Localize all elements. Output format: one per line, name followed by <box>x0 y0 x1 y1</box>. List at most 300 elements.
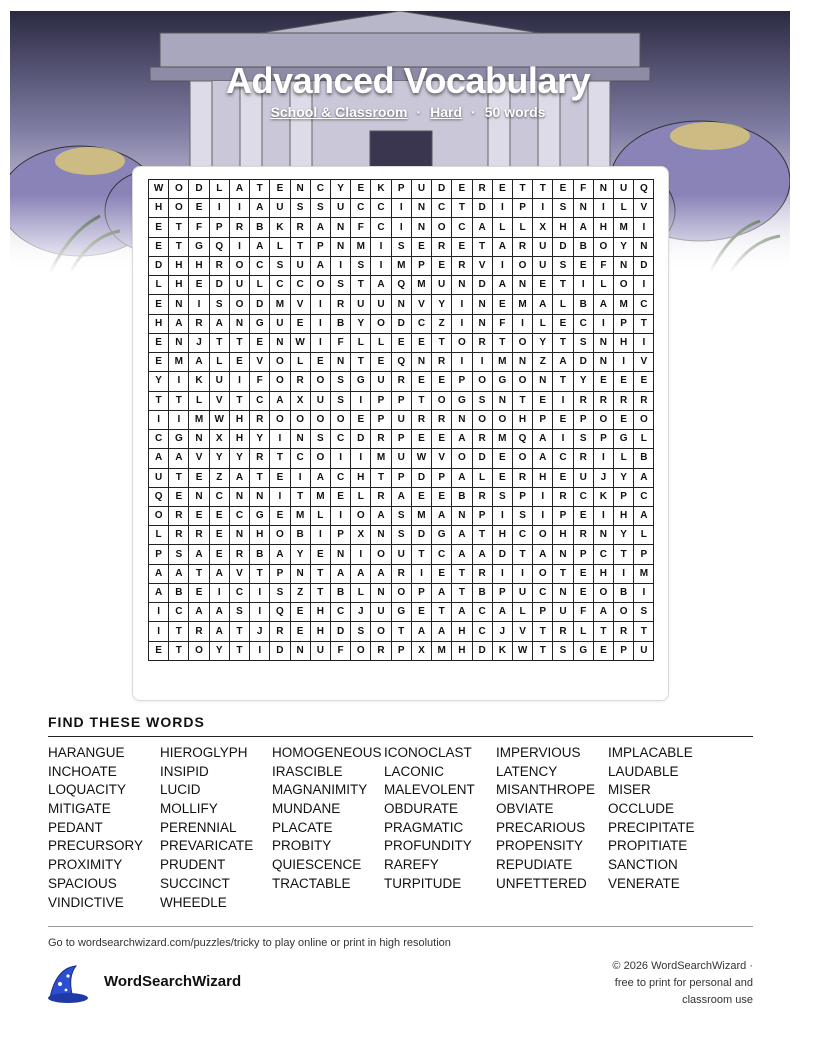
grid-cell[interactable]: D <box>351 430 371 449</box>
grid-cell[interactable]: B <box>472 583 492 602</box>
grid-cell[interactable]: E <box>290 603 310 622</box>
grid-cell[interactable]: I <box>492 256 512 275</box>
grid-cell[interactable]: G <box>614 430 634 449</box>
grid-cell[interactable]: Z <box>209 468 229 487</box>
grid-cell[interactable]: S <box>270 256 290 275</box>
grid-cell[interactable]: C <box>371 199 391 218</box>
grid-cell[interactable]: S <box>290 199 310 218</box>
grid-cell[interactable]: O <box>169 199 189 218</box>
grid-cell[interactable]: M <box>512 295 532 314</box>
grid-cell[interactable]: A <box>270 391 290 410</box>
grid-cell[interactable]: O <box>533 564 553 583</box>
grid-cell[interactable]: R <box>169 526 189 545</box>
grid-cell[interactable]: G <box>452 391 472 410</box>
grid-cell[interactable]: T <box>593 622 613 641</box>
grid-cell[interactable]: H <box>492 526 512 545</box>
grid-cell[interactable]: I <box>553 391 573 410</box>
grid-cell[interactable]: O <box>593 583 613 602</box>
grid-cell[interactable]: F <box>573 180 593 199</box>
grid-cell[interactable]: I <box>250 603 270 622</box>
grid-cell[interactable]: L <box>634 430 654 449</box>
grid-cell[interactable]: E <box>189 506 209 525</box>
grid-cell[interactable]: H <box>452 622 472 641</box>
grid-cell[interactable]: T <box>553 333 573 352</box>
grid-cell[interactable]: A <box>209 314 229 333</box>
grid-cell[interactable]: R <box>472 430 492 449</box>
grid-cell[interactable]: C <box>371 218 391 237</box>
grid-cell[interactable]: F <box>492 314 512 333</box>
grid-cell[interactable]: A <box>250 237 270 256</box>
grid-cell[interactable]: C <box>250 256 270 275</box>
grid-cell[interactable]: O <box>432 391 452 410</box>
grid-cell[interactable]: Y <box>330 180 350 199</box>
grid-cell[interactable]: N <box>411 199 431 218</box>
grid-cell[interactable]: M <box>432 641 452 660</box>
grid-cell[interactable]: R <box>189 526 209 545</box>
grid-cell[interactable]: T <box>209 333 229 352</box>
grid-cell[interactable]: B <box>330 583 350 602</box>
grid-cell[interactable]: S <box>553 199 573 218</box>
grid-cell[interactable]: I <box>209 583 229 602</box>
grid-cell[interactable]: H <box>614 333 634 352</box>
puzzle-grid[interactable] <box>148 179 654 661</box>
grid-cell[interactable]: U <box>310 391 330 410</box>
grid-cell[interactable]: E <box>189 468 209 487</box>
grid-cell[interactable]: E <box>250 333 270 352</box>
grid-cell[interactable]: E <box>432 564 452 583</box>
grid-cell[interactable]: V <box>512 622 532 641</box>
grid-cell[interactable]: I <box>290 468 310 487</box>
grid-cell[interactable]: O <box>371 622 391 641</box>
grid-cell[interactable]: L <box>371 333 391 352</box>
grid-cell[interactable]: R <box>290 218 310 237</box>
grid-cell[interactable]: R <box>472 487 492 506</box>
grid-cell[interactable]: Q <box>149 487 169 506</box>
grid-cell[interactable]: T <box>533 180 553 199</box>
grid-cell[interactable]: T <box>553 564 573 583</box>
grid-cell[interactable]: K <box>593 487 613 506</box>
grid-cell[interactable]: H <box>553 218 573 237</box>
grid-cell[interactable]: E <box>553 180 573 199</box>
grid-cell[interactable]: V <box>250 353 270 372</box>
grid-cell[interactable]: U <box>351 295 371 314</box>
grid-cell[interactable]: E <box>149 353 169 372</box>
grid-cell[interactable]: E <box>310 545 330 564</box>
grid-cell[interactable]: I <box>149 410 169 429</box>
grid-cell[interactable]: S <box>573 333 593 352</box>
play-online-note[interactable]: Go to wordsearchwizard.com/puzzles/tricky to play online or print in high resolution <box>48 937 451 949</box>
grid-cell[interactable]: O <box>169 180 189 199</box>
grid-cell[interactable]: I <box>169 372 189 391</box>
grid-cell[interactable]: J <box>189 333 209 352</box>
grid-cell[interactable]: A <box>310 468 330 487</box>
grid-cell[interactable]: P <box>209 218 229 237</box>
grid-cell[interactable]: I <box>351 545 371 564</box>
grid-cell[interactable]: R <box>472 564 492 583</box>
grid-cell[interactable]: B <box>169 583 189 602</box>
grid-cell[interactable]: R <box>391 564 411 583</box>
grid-cell[interactable]: L <box>472 468 492 487</box>
grid-cell[interactable]: P <box>391 430 411 449</box>
grid-cell[interactable]: H <box>614 506 634 525</box>
grid-cell[interactable]: I <box>351 391 371 410</box>
grid-cell[interactable]: Y <box>432 295 452 314</box>
grid-cell[interactable]: G <box>432 526 452 545</box>
grid-cell[interactable]: R <box>512 237 532 256</box>
grid-cell[interactable]: L <box>149 276 169 295</box>
grid-cell[interactable]: V <box>411 295 431 314</box>
grid-cell[interactable]: H <box>593 218 613 237</box>
grid-cell[interactable]: I <box>391 199 411 218</box>
grid-cell[interactable]: P <box>512 199 532 218</box>
grid-cell[interactable]: V <box>634 199 654 218</box>
grid-cell[interactable]: P <box>330 526 350 545</box>
grid-cell[interactable]: E <box>189 276 209 295</box>
grid-cell[interactable]: R <box>614 622 634 641</box>
grid-cell[interactable]: O <box>351 641 371 660</box>
grid-cell[interactable]: D <box>411 526 431 545</box>
grid-cell[interactable]: O <box>371 545 391 564</box>
grid-cell[interactable]: E <box>573 583 593 602</box>
grid-cell[interactable]: G <box>391 603 411 622</box>
grid-cell[interactable]: T <box>169 237 189 256</box>
grid-cell[interactable]: M <box>310 487 330 506</box>
grid-cell[interactable]: L <box>614 199 634 218</box>
grid-cell[interactable]: A <box>452 545 472 564</box>
grid-cell[interactable]: T <box>149 391 169 410</box>
grid-cell[interactable]: P <box>512 487 532 506</box>
grid-cell[interactable]: N <box>452 410 472 429</box>
grid-cell[interactable]: I <box>330 506 350 525</box>
grid-cell[interactable]: A <box>250 199 270 218</box>
grid-cell[interactable]: T <box>411 391 431 410</box>
grid-cell[interactable]: W <box>209 410 229 429</box>
grid-cell[interactable]: E <box>149 237 169 256</box>
grid-cell[interactable]: R <box>189 314 209 333</box>
grid-cell[interactable]: I <box>634 583 654 602</box>
grid-cell[interactable]: T <box>452 583 472 602</box>
grid-cell[interactable]: O <box>512 372 532 391</box>
grid-cell[interactable]: P <box>371 410 391 429</box>
grid-cell[interactable]: U <box>371 603 391 622</box>
grid-cell[interactable]: H <box>533 468 553 487</box>
grid-cell[interactable]: E <box>492 295 512 314</box>
grid-cell[interactable]: E <box>533 276 553 295</box>
grid-cell[interactable]: H <box>553 526 573 545</box>
grid-cell[interactable]: E <box>432 430 452 449</box>
grid-cell[interactable]: M <box>411 276 431 295</box>
grid-cell[interactable]: P <box>411 583 431 602</box>
grid-cell[interactable]: R <box>250 449 270 468</box>
grid-cell[interactable]: H <box>169 256 189 275</box>
grid-cell[interactable]: A <box>492 276 512 295</box>
grid-cell[interactable]: R <box>573 449 593 468</box>
grid-cell[interactable]: L <box>351 333 371 352</box>
grid-cell[interactable]: B <box>614 583 634 602</box>
grid-cell[interactable]: T <box>229 641 249 660</box>
grid-cell[interactable]: I <box>634 218 654 237</box>
grid-cell[interactable]: U <box>634 641 654 660</box>
grid-cell[interactable]: H <box>169 276 189 295</box>
grid-cell[interactable]: D <box>472 199 492 218</box>
grid-cell[interactable]: A <box>371 276 391 295</box>
grid-cell[interactable]: L <box>351 583 371 602</box>
grid-cell[interactable]: V <box>432 449 452 468</box>
grid-cell[interactable]: N <box>330 545 350 564</box>
grid-cell[interactable]: C <box>634 487 654 506</box>
grid-cell[interactable]: I <box>614 353 634 372</box>
grid-cell[interactable]: E <box>189 199 209 218</box>
grid-cell[interactable]: N <box>270 333 290 352</box>
grid-cell[interactable]: W <box>512 641 532 660</box>
category-link[interactable]: School & Classroom <box>270 104 408 120</box>
grid-cell[interactable]: E <box>411 603 431 622</box>
grid-cell[interactable]: R <box>229 545 249 564</box>
grid-cell[interactable]: T <box>634 622 654 641</box>
grid-cell[interactable]: N <box>593 180 613 199</box>
grid-cell[interactable]: U <box>149 468 169 487</box>
grid-cell[interactable]: B <box>330 314 350 333</box>
grid-cell[interactable]: Z <box>290 583 310 602</box>
grid-cell[interactable]: R <box>472 333 492 352</box>
grid-cell[interactable]: L <box>290 353 310 372</box>
grid-cell[interactable]: P <box>573 545 593 564</box>
grid-cell[interactable]: G <box>492 372 512 391</box>
grid-cell[interactable]: N <box>614 256 634 275</box>
grid-cell[interactable]: H <box>452 641 472 660</box>
grid-cell[interactable]: E <box>330 487 350 506</box>
grid-cell[interactable]: O <box>310 372 330 391</box>
grid-cell[interactable]: T <box>411 545 431 564</box>
grid-cell[interactable]: I <box>310 526 330 545</box>
grid-cell[interactable]: T <box>189 564 209 583</box>
grid-cell[interactable]: Y <box>614 526 634 545</box>
grid-cell[interactable]: E <box>209 506 229 525</box>
grid-cell[interactable]: E <box>229 353 249 372</box>
grid-cell[interactable]: L <box>533 314 553 333</box>
grid-cell[interactable]: L <box>593 276 613 295</box>
grid-cell[interactable]: E <box>149 218 169 237</box>
grid-cell[interactable]: Z <box>432 314 452 333</box>
grid-cell[interactable]: Y <box>229 449 249 468</box>
grid-cell[interactable]: N <box>512 353 532 372</box>
grid-cell[interactable]: M <box>371 449 391 468</box>
grid-cell[interactable]: T <box>250 468 270 487</box>
grid-cell[interactable]: E <box>573 256 593 275</box>
grid-cell[interactable]: U <box>411 180 431 199</box>
grid-cell[interactable]: T <box>310 564 330 583</box>
grid-cell[interactable]: P <box>391 641 411 660</box>
grid-cell[interactable]: P <box>553 506 573 525</box>
grid-cell[interactable]: U <box>391 545 411 564</box>
grid-cell[interactable]: P <box>533 410 553 429</box>
grid-cell[interactable]: E <box>351 410 371 429</box>
grid-cell[interactable]: P <box>270 564 290 583</box>
grid-cell[interactable]: U <box>371 295 391 314</box>
grid-cell[interactable]: N <box>573 199 593 218</box>
grid-cell[interactable]: D <box>472 641 492 660</box>
grid-cell[interactable]: X <box>290 391 310 410</box>
grid-cell[interactable]: P <box>310 237 330 256</box>
grid-cell[interactable]: T <box>169 218 189 237</box>
grid-cell[interactable]: I <box>209 199 229 218</box>
grid-cell[interactable]: D <box>189 180 209 199</box>
grid-cell[interactable]: T <box>452 199 472 218</box>
grid-cell[interactable]: A <box>533 295 553 314</box>
grid-cell[interactable]: R <box>512 468 532 487</box>
grid-cell[interactable]: I <box>330 256 350 275</box>
grid-cell[interactable]: A <box>149 583 169 602</box>
grid-cell[interactable]: A <box>229 180 249 199</box>
grid-cell[interactable]: I <box>310 295 330 314</box>
grid-cell[interactable]: V <box>189 449 209 468</box>
grid-cell[interactable]: L <box>614 449 634 468</box>
grid-cell[interactable]: O <box>512 256 532 275</box>
grid-cell[interactable]: P <box>391 391 411 410</box>
grid-cell[interactable]: H <box>229 410 249 429</box>
grid-cell[interactable]: N <box>512 276 532 295</box>
grid-cell[interactable]: F <box>593 256 613 275</box>
grid-cell[interactable]: C <box>270 276 290 295</box>
grid-cell[interactable]: A <box>169 449 189 468</box>
grid-cell[interactable]: E <box>593 372 613 391</box>
grid-cell[interactable]: Q <box>209 237 229 256</box>
grid-cell[interactable]: M <box>492 353 512 372</box>
grid-cell[interactable]: C <box>432 545 452 564</box>
grid-cell[interactable]: O <box>229 256 249 275</box>
grid-cell[interactable]: Q <box>391 276 411 295</box>
grid-cell[interactable]: C <box>593 545 613 564</box>
grid-cell[interactable]: C <box>351 199 371 218</box>
grid-cell[interactable]: I <box>149 622 169 641</box>
grid-cell[interactable]: A <box>330 564 350 583</box>
grid-cell[interactable]: G <box>250 506 270 525</box>
grid-cell[interactable]: O <box>452 333 472 352</box>
grid-cell[interactable]: A <box>391 487 411 506</box>
grid-cell[interactable]: R <box>209 256 229 275</box>
grid-cell[interactable]: R <box>452 256 472 275</box>
grid-cell[interactable]: Z <box>533 353 553 372</box>
grid-cell[interactable]: P <box>492 583 512 602</box>
grid-cell[interactable]: T <box>432 333 452 352</box>
grid-cell[interactable]: V <box>472 256 492 275</box>
grid-cell[interactable]: T <box>250 564 270 583</box>
grid-cell[interactable]: I <box>452 314 472 333</box>
grid-cell[interactable]: R <box>432 237 452 256</box>
grid-cell[interactable]: H <box>149 199 169 218</box>
grid-cell[interactable]: I <box>270 430 290 449</box>
grid-cell[interactable]: T <box>512 545 532 564</box>
grid-cell[interactable]: C <box>250 391 270 410</box>
grid-cell[interactable]: D <box>330 622 350 641</box>
grid-cell[interactable]: G <box>573 641 593 660</box>
grid-cell[interactable]: R <box>371 641 391 660</box>
grid-cell[interactable]: E <box>411 372 431 391</box>
grid-cell[interactable]: T <box>229 391 249 410</box>
grid-cell[interactable]: S <box>634 603 654 622</box>
grid-cell[interactable]: N <box>290 564 310 583</box>
grid-cell[interactable]: O <box>634 410 654 429</box>
grid-cell[interactable]: U <box>270 314 290 333</box>
grid-cell[interactable]: U <box>310 641 330 660</box>
grid-cell[interactable]: P <box>533 603 553 622</box>
grid-cell[interactable]: E <box>290 314 310 333</box>
grid-cell[interactable]: O <box>270 372 290 391</box>
grid-cell[interactable]: C <box>472 622 492 641</box>
grid-cell[interactable]: T <box>512 180 532 199</box>
grid-cell[interactable]: I <box>634 276 654 295</box>
grid-cell[interactable]: E <box>310 353 330 372</box>
grid-cell[interactable]: A <box>270 545 290 564</box>
grid-cell[interactable]: L <box>351 487 371 506</box>
grid-cell[interactable]: A <box>452 430 472 449</box>
grid-cell[interactable]: D <box>432 180 452 199</box>
grid-cell[interactable]: A <box>573 218 593 237</box>
grid-cell[interactable]: L <box>270 237 290 256</box>
grid-cell[interactable]: S <box>573 430 593 449</box>
grid-cell[interactable]: O <box>149 506 169 525</box>
grid-cell[interactable]: J <box>351 603 371 622</box>
grid-cell[interactable]: N <box>290 430 310 449</box>
grid-cell[interactable]: R <box>553 622 573 641</box>
grid-cell[interactable]: I <box>371 256 391 275</box>
grid-cell[interactable]: A <box>593 603 613 622</box>
grid-cell[interactable]: D <box>492 545 512 564</box>
grid-cell[interactable]: I <box>533 199 553 218</box>
grid-cell[interactable]: A <box>432 622 452 641</box>
grid-cell[interactable]: O <box>270 353 290 372</box>
grid-cell[interactable]: F <box>330 641 350 660</box>
grid-cell[interactable]: A <box>310 256 330 275</box>
grid-cell[interactable]: G <box>351 372 371 391</box>
grid-cell[interactable]: I <box>492 199 512 218</box>
grid-cell[interactable]: C <box>330 430 350 449</box>
grid-cell[interactable]: V <box>229 564 249 583</box>
grid-cell[interactable]: T <box>169 641 189 660</box>
grid-cell[interactable]: A <box>452 468 472 487</box>
grid-cell[interactable]: S <box>169 545 189 564</box>
grid-cell[interactable]: B <box>573 237 593 256</box>
grid-cell[interactable]: L <box>512 603 532 622</box>
grid-cell[interactable]: I <box>310 333 330 352</box>
grid-cell[interactable]: I <box>169 410 189 429</box>
grid-cell[interactable]: S <box>209 295 229 314</box>
grid-cell[interactable]: C <box>512 526 532 545</box>
grid-cell[interactable]: P <box>391 468 411 487</box>
grid-cell[interactable]: K <box>492 641 512 660</box>
grid-cell[interactable]: I <box>250 583 270 602</box>
grid-cell[interactable]: R <box>169 506 189 525</box>
grid-cell[interactable]: E <box>492 449 512 468</box>
grid-cell[interactable]: L <box>310 506 330 525</box>
grid-cell[interactable]: U <box>533 256 553 275</box>
grid-cell[interactable]: O <box>593 237 613 256</box>
grid-cell[interactable]: P <box>593 430 613 449</box>
grid-cell[interactable]: I <box>533 506 553 525</box>
grid-cell[interactable]: T <box>553 276 573 295</box>
grid-cell[interactable]: F <box>351 218 371 237</box>
grid-cell[interactable]: D <box>634 256 654 275</box>
grid-cell[interactable]: A <box>189 353 209 372</box>
grid-cell[interactable]: O <box>351 506 371 525</box>
grid-cell[interactable]: M <box>189 410 209 429</box>
grid-cell[interactable]: T <box>290 237 310 256</box>
grid-cell[interactable]: R <box>411 410 431 429</box>
grid-cell[interactable]: I <box>310 314 330 333</box>
grid-cell[interactable]: A <box>209 564 229 583</box>
grid-cell[interactable]: S <box>270 583 290 602</box>
grid-cell[interactable]: U <box>209 372 229 391</box>
